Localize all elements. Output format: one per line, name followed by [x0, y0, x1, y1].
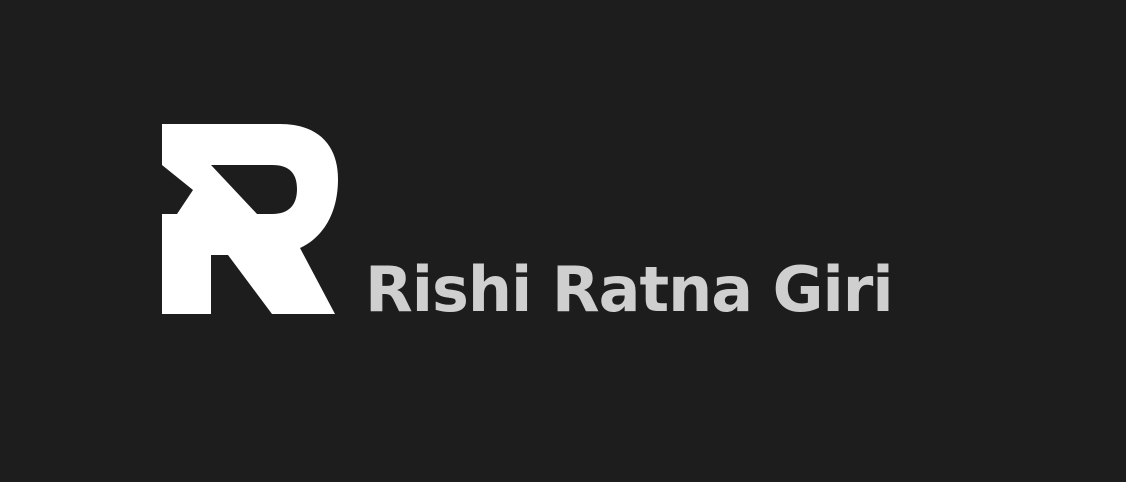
- brand-name: Rishi Ratna Giri: [365, 253, 893, 326]
- r-monogram-shape: [162, 124, 338, 314]
- r-monogram-icon: [160, 122, 340, 316]
